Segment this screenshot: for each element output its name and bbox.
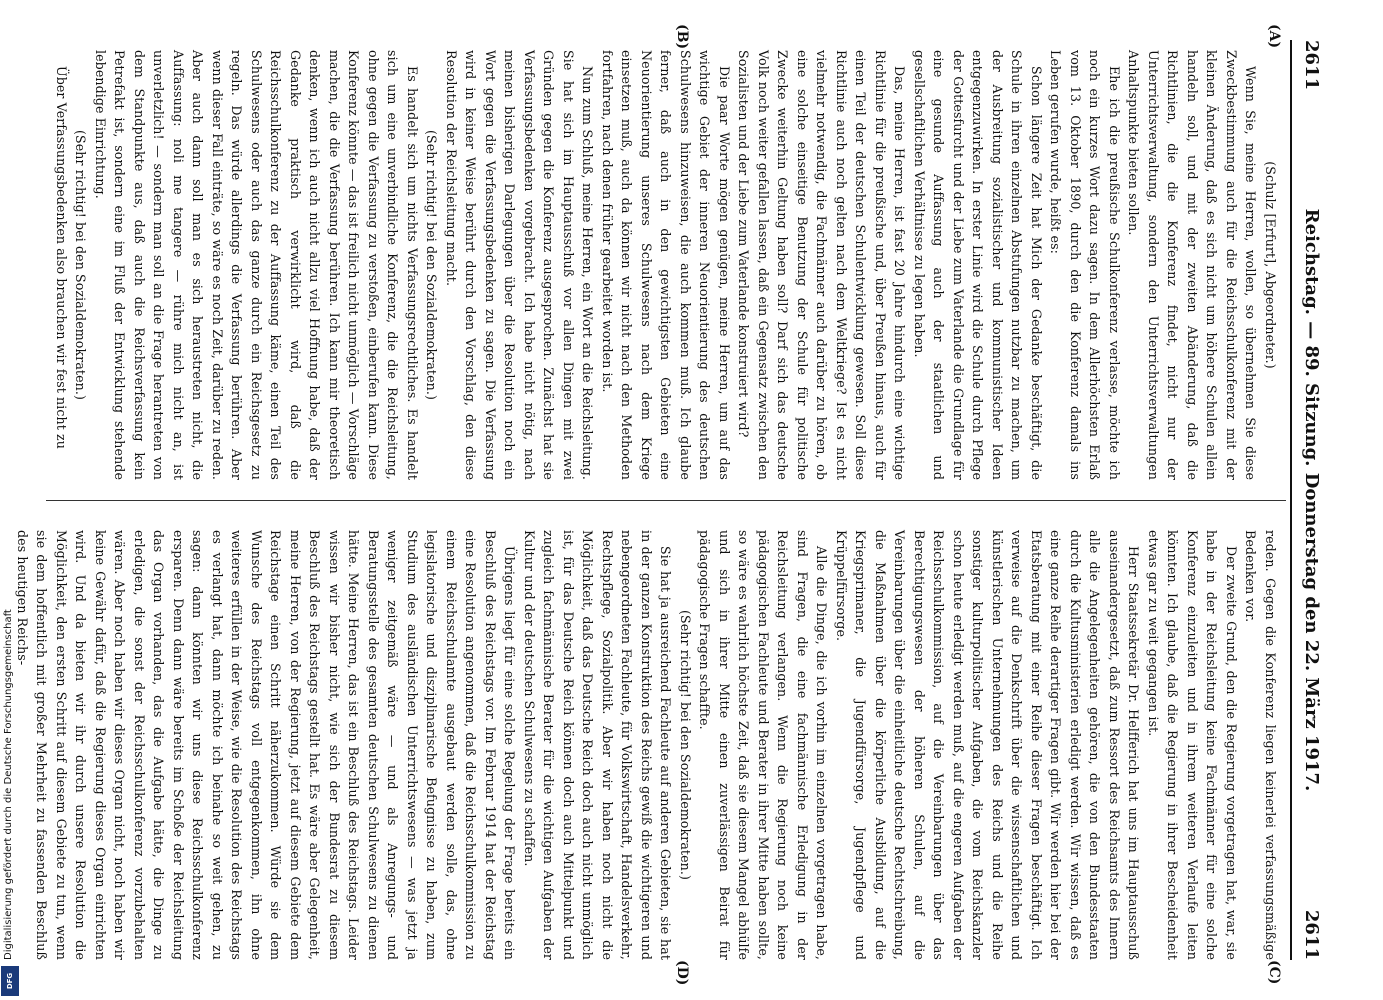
paragraph: reden. Gegen die Konferenz liegen keinerlei verfassungsmäßige Bedenken vor. bbox=[1243, 530, 1278, 960]
paragraph: Nun zum Schluß, meine Herren, ein Wort an die Reichsleitung. Sie hat sich im Hauptausschuß vor allen Dingen mit zwei Gründen gegen die Konferenz ausgesprochen. Zunächst hat sie Verfassungsbedenken vorgebracht. Ich habe nicht nötig, nach meinen bisherigen Darlegungen über die Resolution noch ein Wort gegen die Verfassungsbedenken zu sagen. Die Verfassung wird in keiner Weise berührt durch den Vorschlag, den diese Resolution der Reichsleitung macht. bbox=[444, 50, 596, 480]
right-column bbox=[15, 530, 1280, 960]
paragraph: Es handelt sich um nichts Verfassungsrechtliches. Es handelt sich um eine unverbindliche Konferenz, die die Reichsleitung, ohne gegen die Verfassung zu verstoßen, einberufen kann. Diese Konferenz könnte — das ist freilich nicht unmöglich — Vorschläge machen, die die Verfassung berühren. Ich kann mir theoretisch denken, wenn ich auch nicht allzu viel Hoffnung habe, daß der Gedanke praktisch verwirklicht wird, daß die Reichsschulkonferenz zu der Auffassung käme, einen Teil des Schulwesens oder auch das ganze durch ein Reichsgesetz zu regeln. Das würde allerdings die Verfassung berühren. Aber wenn dieser Fall einträte, so wäre es noch Zeit, darüber zu reden. Aber auch dann soll man es sich heraustreten nicht, die Auffassung: noli me tangere — rühre mich nicht an, ist unverletzlich! — sondern man soll an die Frage herantreten von dem Standpunkte aus, daß auch die Reichsverfassung kein Petrefakt ist, sondern eine im Fluß der Entwicklung stehende lebendige Einrichtung. bbox=[93, 50, 420, 480]
margin-marker-c: (C) bbox=[1266, 960, 1282, 985]
quotation: Schon längere Zeit hat Mich der Gedanke beschäftigt, die Schule in ihren einzelnen Abstufungen nutzbar zu machen, um der Ausbreitung sozialistischer und kommunistischer Ideen entgegenzuwirken. In erster Linie wird die Schule durch Pflege der Gottesfurcht und der Liebe zum Vaterlande die Grundlage für eine gesunde Auffassung auch der staatlichen und gesellschaftlichen Verhältnisse zu legen haben. bbox=[912, 50, 1044, 480]
paragraph: Über Verfassungsbedenken also brauchen wir fest nicht zu bbox=[54, 66, 69, 449]
page-header-title: Reichstag. — 89. Sitzung. Donnerstag den 22. März 1917. bbox=[1301, 208, 1322, 792]
left-column bbox=[50, 50, 1280, 480]
page-number-right: 2611 bbox=[1301, 909, 1322, 960]
margin-marker-b: (B) bbox=[674, 24, 690, 50]
interjection: (Sehr richtig! bei den Sozialdemokraten.) bbox=[424, 130, 440, 400]
margin-marker-a: (A) bbox=[1266, 24, 1282, 49]
speaker-note: (Schulz [Erfurt], Abgeordneter.) bbox=[1263, 161, 1278, 369]
paragraph: Wenn Sie, meine Herren, wollen, so übernehmen Sie diese Zweckbestimmung auch für die Reichsschulkonferenz mit der kleinen Änderung, daß es sich nicht um höhere Schulen allein handeln soll, und mit der zweiten Abänderung, daß die Richtlinien, die die Konferenz findet, nicht nur der Unterrichtsverwaltung, sondern den Unterrichtsverwaltungen Anhaltspunkte bieten sollen. bbox=[1126, 50, 1259, 480]
credit-text: Digitalisierung gefördert durch die Deutsche Forschungsgemeinschaft bbox=[3, 609, 14, 960]
paragraph: Übrigens liegt für eine solche Regelung der Frage bereits ein Beschluß des Reichstags vor. Im Februar 1914 hat der Reichstag eine Resolution angenommen, daß die Reichsschulkommission zu einem Reichsschulamte ausgebaut werden solle, das, ohne legislatorische und disziplinarische Befugnisse zu haben, zum Studium des ausländischen Unterrichtswesens — was jetzt ja weniger zeitgemäß wäre — und als Anregungs- und Beratungsstelle des gesamten deutschen Schulwesens zu dienen hätte. Meine Herren, das ist ein Beschluß des Reichstags. Leider wissen wir bisher nicht, wie sich der Bundesrat zu diesem Beschluß des Reichstags gestellt hat. Es wäre aber Gelegenheit, meine Herren, von der Regierung, jetzt auf diesem Gebiete dem Reichstage einen Schritt näherzukommen. Würde sie dem Wunsche des Reichstags voll entgegenkommen, ihn ohne weiteres erfüllen in der Weise, wie die Resolution des Reichstags es verlangt hat, dann möchte ich beinahe so weit gehen, zu sagen: dann könnten wir uns diese Reichsschulkonferenz ersparen. Denn dann wäre bereits im Schoße der Reichsleitung das Organ vorhanden, das die Aufgabe hätte, die Dinge zu erledigen, die sonst der Reichsschulkonferenz vorzubehalten wären. Aber noch haben wir dieses Organ nicht, noch haben wir keine Gewähr dafür, daß die Regierung dieses Organ einrichten wird. Und da bieten wir ihr durch unsere Resolution die Möglichkeit, den ersten Schritt auf diesem Gebiete zu tun, wenn sie dem hoffentlich mit großer Mehrheit zu fassenden Beschluß des heutigen Reichs- bbox=[15, 530, 518, 960]
paragraph: Sie hat ja ausreichend Fachleute auf anderen Gebieten, sie hat in der ganzen Konstruktion des Reichs gewiß die wichtigeren und nebengeordneten Fachleute, für Volkswirtschaft, Handelsverkehr, Rechtspflege, Sozialpolitik. Aber wir haben noch nicht die Möglichkeit, daß das Deutsche Reich doch auch nicht unmöglich ist, für das Deutsche Reich können doch auch Mittelpunkt und zugleich fachmännische Berater für die wichtigen Aufgaben der Kultur und der deutschen Schulwesens zu schaffen. bbox=[522, 530, 674, 960]
column-divider bbox=[46, 500, 1286, 501]
paragraph: Alle die Dinge, die ich vorhin im einzelnen vorgetragen habe, sind Fragen, die eine fachmännische Erledigung in der Reichsleitung verlangen. Wenn die Regierung noch keine pädagogischen Fachleute und Berater in ihrer Mitte haben sollte, so wäre es wahrlich höchste Zeit, daß sie diesem Mangel abhülfe und sich in ihrer Mitte einen zuverlässigen Beirat für pädagogische Fragen schaffte. bbox=[697, 530, 830, 960]
paragraph: Der zweite Grund, den die Regierung vorgetragen hat, war, sie habe in der Reichsleitung keine Fachmänner für eine solche Konferenz einzuleiten und in ihrem weiteren Verlaufe leiten könnten. Ich glaube, daß die Regierung in ihrer Bescheidenheit etwas gar zu weit gegangen ist. bbox=[1146, 530, 1239, 960]
page-number-left: 2611 bbox=[1301, 40, 1322, 91]
dfg-logo-icon bbox=[1, 966, 19, 996]
digitization-credit bbox=[0, 0, 22, 1000]
margin-marker-d: (D) bbox=[674, 960, 690, 986]
paragraph: Herr Staatssekretär Dr. Helfferich hat uns im Hauptausschuß auseinandergesetzt, daß zum Ressort des Reichsamts des Innern alle die Angelegenheiten gehören, die von den Bundesstaaten durch die Kultusministerien erledigt werden. Wir wissen, daß es eine ganze Reihe derartiger Fragen gibt. Wir werden hier bei der Etatsberatung mit einer Reihe dieser Fragen beschäftigt. Ich verweise auf die Denkschrift über die wissenschaftlichen und künstlerischen Unternehmungen des Reichs und die Reihe sonstiger kulturpolitischer Aufgaben, die vom Reichskanzler schon heute erledigt werden muß, auf die engeren Aufgaben der Reichsschulkommission, auf die Vereinbarungen über das Berechtigungswesen der höheren Schulen, auf die Vereinbarungen über die einheitliche deutsche Rechtschreibung, die Maßnahmen über die körperliche Ausbildung, auf die Kriegsprimaner, die Jugendfürsorge, Jugendpflege und Krüppelfürsorge. bbox=[834, 530, 1142, 960]
interjection: (Sehr richtig! bei den Sozialdemokraten.) bbox=[73, 130, 89, 400]
paragraph: Ehe ich die preußische Schulkonferenz verlasse, möchte ich noch ein kurzes Wort dazu sagen. In dem Allerhöchsten Erlaß vom 13. Oktober 1890, durch den die Konferenz damals ins Leben gerufen wurde, heißt es: bbox=[1048, 50, 1122, 480]
paragraph: Das, meine Herren, ist fast 20 Jahre hindurch eine wichtige Richtlinie für die preußische und, über Preußen hinaus, auch für einen Teil der deutschen Schulentwicklung gewesen. Soll diese Richtlinie auch noch gelten nach dem Weltkriege? Ist es nicht vielmehr notwendig, die Fachmänner auch darüber zu hören, ob eine solche einseitige Benutzung der Schule für politische Zwecke weiterhin Geltung haben soll? Darf sich das deutsche Volk noch weiter gefallen lassen, daß ein Gegensatz zwischen den Sozialisten und der Liebe zum Vaterlande konstruiert wird? bbox=[736, 50, 908, 480]
paragraph: Die paar Worte mögen genügen, meine Herren, um auf das wichtige Gebiet der inneren Neuorientierung des deutschen Schulwesens hinzuweisen, die auch kommen muß. Ich glaube ferner, daß auch in den gewichtigsten Gebieten eine Neuorientierung unseres Schulwesens nach dem Kriege einsetzen muß, auch da können wir nicht nach den Methoden fortfahren, nach denen früher gearbeitet worden ist. bbox=[600, 50, 732, 480]
interjection: (Sehr richtig! bei den Sozialdemokraten.) bbox=[678, 610, 693, 880]
header-rule bbox=[1290, 40, 1292, 960]
logo-text: DFG bbox=[6, 972, 14, 990]
page-header bbox=[1292, 40, 1322, 960]
